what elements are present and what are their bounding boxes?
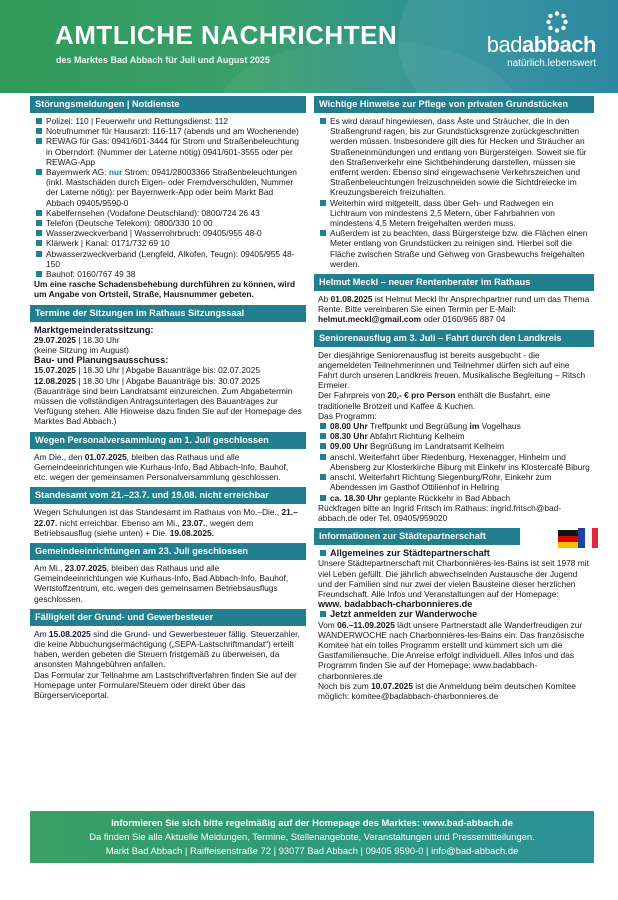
section-staedtepartnerschaft: Informationen zur Städtepartnerschaft Allgemeines zur Städtepartnerschaft Unsere Städtepartnerschaft mit Charbonnières-les-Bains ist seit 1978 mit viel Leben gefüllt. Die jährlich abwechselnden Austausche der Jugend und der Familien sind nur zwei der vielen Bausteine dieser herzlichen Freundschaft. Alle Infos und Veranstaltungen auf der Homepage: www. badabbach-charbonnieres.de Jetzt anmelden zur Wanderwoche Vom 06.–11.09.2025 lädt unsere Partnerstadt alle Wanderfreudigen zur WANDERWOCHE nach Charbonnières-les-Bains ein. Das französische Komitee hat ein tolles Programm erstellt und kümmert sich um die Gastfamiliensuche. Die Anreise erfolgt individuell. Alles Infos und das Programm finden Sie auf der Homepage: www.badabbach-charbonnieres.de Noch bis zum 10.07.2025 ist die Anmeldung beim deutschen Komitee möglich: komitee@badabbach-charbonnieres.de bbox=[314, 528, 594, 706]
section-pflege bbox=[314, 96, 594, 274]
list-item: Kabelfernsehen (Vodafone Deutschland): 0800/724 26 43 bbox=[34, 208, 302, 218]
list-item: Notrufnummer für Hausarzt: 116-117 (abends und am Wochenende) bbox=[34, 126, 302, 136]
list-item: Telefon (Deutsche Telekom): 0800/330 10 00 bbox=[34, 218, 302, 228]
section-title: Störungsmeldungen | Notdienste bbox=[30, 96, 306, 113]
list-item: Außerdem ist zu beachten, dass Bürgersteige bzw. die Flächen einen Meter entlang von Grundstücken zu reinigen sind. Hierbei soll die Fläche zwischen Straße und Gehweg von Grasbewuchs freigehalten werden. bbox=[318, 228, 590, 269]
section-standesamt: Standesamt vom 21.–23.7. und 19.08. nicht erreichbar Wegen Schulungen ist das Standesamt im Rathaus von Mo.–Die., 21.–22.07. nicht erreichbar. Ebenso am Mi., 23.07., wegen dem Betriebsausflug (siehe unten) + Die. 19.08.2025. bbox=[30, 487, 306, 543]
list-item: Klärwerk | Kanal: 0171/732 69 10 bbox=[34, 238, 302, 248]
page-subtitle: des Marktes Bad Abbach für Juli und August 2025 bbox=[56, 55, 270, 65]
list-item: ca. 18.30 Uhr geplante Rückkehr in Bad Abbach bbox=[318, 493, 590, 503]
logo: badabbach natürlich.lebenswert bbox=[486, 32, 596, 69]
list-item: Wasserzweckverband | Wasserrohrbruch: 09405/955 48-0 bbox=[34, 228, 302, 238]
list-item: Bauhof: 0160/767 49 38 bbox=[34, 269, 302, 279]
section-personalversammlung: Wegen Personalversammlung am 1. Juli geschlossen Am Die., den 01.07.2025, bleiben das Rathaus und alle Gemeindeeinrichtungen wie Kurhaus-Info, Bad Abbach-Info, Bauhof, etc. wegen der gemeinsamen Personalversammlung geschlossen. bbox=[30, 432, 306, 488]
list-item: 08.00 Uhr Treffpunkt und Begrüßung im Vogelhaus bbox=[318, 421, 590, 431]
list-item: anschl. Weiterfahrt über Riedenburg, Hexenagger, Hinheim und Abensberg zur Klosterkirche Biburg mit Einkehr ins Klostercafé Biburg bbox=[318, 452, 590, 472]
list-item: Abwasserzweckverband (Lengfeld, Alkofen, Teugn): 09405/955 48-150 bbox=[34, 249, 302, 269]
footer-homepage-line: Informieren Sie sich bitte regelmäßig auf der Homepage des Marktes: www.bad-abbach.de bbox=[111, 817, 513, 828]
section-title: Wegen Personalversammlung am 1. Juli geschlossen bbox=[30, 432, 306, 449]
list-item: anschl. Weiterfahrt Richtung Siegenburg/Rohr, Einkehr zum Abendessen im Gasthof Ottilienhof in Hellring bbox=[318, 472, 590, 492]
section-title: Standesamt vom 21.–23.7. und 19.08. nicht erreichbar bbox=[30, 487, 306, 504]
left-column bbox=[30, 96, 306, 705]
footer-banner bbox=[30, 811, 594, 863]
section-meckl: Helmut Meckl – neuer Rentenberater im Rathaus Ab 01.08.2025 ist Helmut Meckl Ihr Ansprechpartner rund um das Thema Rente. Bitte vereinbaren Sie einen Termin per E-Mail: helmut.meckl@gmail.com oder 0160/965 887 04 bbox=[314, 274, 594, 330]
email-link[interactable]: helmut.meckl@gmail.com bbox=[318, 314, 422, 325]
list-item: Polizei: 110 | Feuerwehr und Rettungsdienst: 112 bbox=[34, 116, 302, 126]
logo-tagline: natürlich.lebenswert bbox=[507, 58, 596, 69]
section-title: Wichtige Hinweise zur Pflege von privaten Grundstücken bbox=[314, 96, 594, 113]
list-item: Weiterhin wird mitgeteilt, dass über Geh- und Radwegen ein Lichtraum von mindestens 2,5 Metern, über Fahrbahnen von mindestens 4,5 Metern freigehalten werden muss. bbox=[318, 198, 590, 229]
section-steuer: Fälligkeit der Grund- und Gewerbesteuer Am 15.08.2025 sind die Grund- und Gewerbesteuer fällig. Steuerzahler, die keine Abbuchungsermächtigung („SEPA-Lastschriftmandat“) erteilt haben, werden gebeten die Steuern fristgemäß zu überweisen, da ansonsten Mahngebühren anfallen. Das Formular zur Teilnahme am Lastschriftverfahren finden Sie auf der Homepage unter Formulare/Steuern oder direkt über das Bürgerserviceportal. bbox=[30, 609, 306, 705]
list-item: REWAG für Gas: 0941/601-3444 für Strom und Straßenbeleuchtung in Oberndorf: (Nummer der Laterne nötig) 0941/601-3555 oder per REWAG-App bbox=[34, 136, 302, 167]
section-title: Seniorenausflug am 3. Juli – Fahrt durch den Landkreis bbox=[314, 330, 594, 347]
section-title: Informationen zur Städtepartnerschaft bbox=[314, 528, 520, 545]
section-title: Fälligkeit der Grund- und Gewerbesteuer bbox=[30, 609, 306, 626]
section-title: Gemeindeeinrichtungen am 23. Juli geschlossen bbox=[30, 543, 306, 560]
logo-dots-icon bbox=[546, 11, 568, 33]
note: Um eine rasche Schadensbehebung durchführen zu können, wird um Angabe von Ortsteil, Straße, Hausnummer gebeten. bbox=[34, 279, 296, 300]
list-item: 08.30 Uhr Abfahrt Richtung Kelheim bbox=[318, 431, 590, 441]
section-title: Termine der Sitzungen im Rathaus Sitzungssaal bbox=[30, 305, 306, 322]
section-title: Helmut Meckl – neuer Rentenberater im Rathaus bbox=[314, 274, 594, 291]
right-column bbox=[314, 96, 594, 706]
website-link[interactable]: www. badabbach-charbonnieres.de bbox=[318, 599, 473, 610]
list-item: Es wird darauf hingewiesen, dass Äste und Sträucher, die in den Straßengrund ragen, bis zur Grundstücksgrenze zurückgeschnitten werden müssen. Insbesondere gilt dies für Hecken und Sträucher an Straßeneinmündungen und entlang von Bürgersteigen. Soweit sie für den Straßenverkehr eine Sichtbehinderung darstellen, müssen sie entfernt werden. Ebenso sind eingewachsene Verkehrszeichen und Straßenbeleuchtungen freizuschneiden sowie die Sichtdreiecke im Kreuzungsbereich freizuhalten. bbox=[318, 116, 590, 198]
list-item: Bayernwerk AG: nur Strom: 0941/28003366 Straßenbeleuchtungen (inkl. Mastschäden durch Eigen- oder Fremdverschulden, Nummer der Laterne nötig): per Bayernwerk-App oder beim Markt Bad Abbach 09405/9590-0 bbox=[34, 167, 302, 208]
list-item: 09.00 Uhr Begrüßung im Landratsamt Kelheim bbox=[318, 441, 590, 451]
footer-info-line: Da finden Sie alle Aktuelle Meldungen, Termine, Stellenangebote, Veranstaltungen und Pressemitteilungen. bbox=[89, 831, 535, 842]
page-title: AMTLICHE NACHRICHTEN bbox=[55, 20, 398, 50]
header-banner bbox=[0, 0, 618, 93]
section-gemeindeeinrichtungen: Gemeindeeinrichtungen am 23. Juli geschlossen Am Mi., 23.07.2025, bleiben das Rathaus und alle Gemeindeeinrichtungen wie Kurhaus-Info, Bad Abbach-Info, Bauhof, Wertstoffzentrum, etc. wegen des gemeinsamen Betriebsausflugs geschlossen. bbox=[30, 543, 306, 609]
footer-address-line: Markt Bad Abbach | Raiffeisenstraße 72 | 93077 Bad Abbach | 09405 9590-0 | info@bad-abbach.de bbox=[105, 845, 519, 856]
section-stoerungen bbox=[30, 96, 306, 305]
section-senioren: Seniorenausflug am 3. Juli – Fahrt durch den Landkreis Der diesjährige Seniorenausflug ist bereits ausgebucht - die angemeldeten Teilnehmerinnen und Teilnehmer dürfen sich auf eine Fahrt durch unseren Landkreis freuen. Musikalische Begleitung – Ritsch Ermeier. Der Fahrpreis von 20,- € pro Person enthält die Busfahrt, eine traditionelle Brotzeit und Kaffee & Kuchen. Das Programm: 08.00 Uhr Treffpunkt und Begrüßung im Vogelhaus 08.30 Uhr Abfahrt Richtung Kelheim 09.00 Uhr Begrüßung im Landratsamt Kelheim anschl. Weiterfahrt über Riedenburg, Hexenagger, Hinheim und Abensberg zur Klosterkirche Biburg mit Einkehr ins Klostercafé Biburg anschl. Weiterfahrt Richtung Siegenburg/Rohr, Einkehr zum Abendessen im Gasthof Ottilienhof in Hellring ca. 18.30 Uhr geplante Rückkehr in Bad Abbach Rückfragen bitte an Ingrid Fritsch im Rathaus: ingrid.fritsch@bad-abbach.de oder Tel. 09405/959020 bbox=[314, 330, 594, 528]
section-sitzungen: Termine der Sitzungen im Rathaus Sitzungssaal Marktgemeinderatssitzung: 29.07.2025 | 18.30 Uhr (keine Sitzung im August) Bau- und Planungsausschuss: 15.07.2025 | 18.30 Uhr | Abgabe Bauanträge bis: 02.07.2025 12.08.2025 | 18.30 Uhr | Abgabe Bauanträge bis: 30.07.2025 (Bauanträge sind beim Landratsamt einzureichen. Zum Abgabetermin müssen die vollständigen Antragsunterlagen des Bauantrages zur Verfügung stehen. Alle Hinweise dazu finden Sie auf der Homepage des Marktes Bad Abbach.) bbox=[30, 305, 306, 432]
